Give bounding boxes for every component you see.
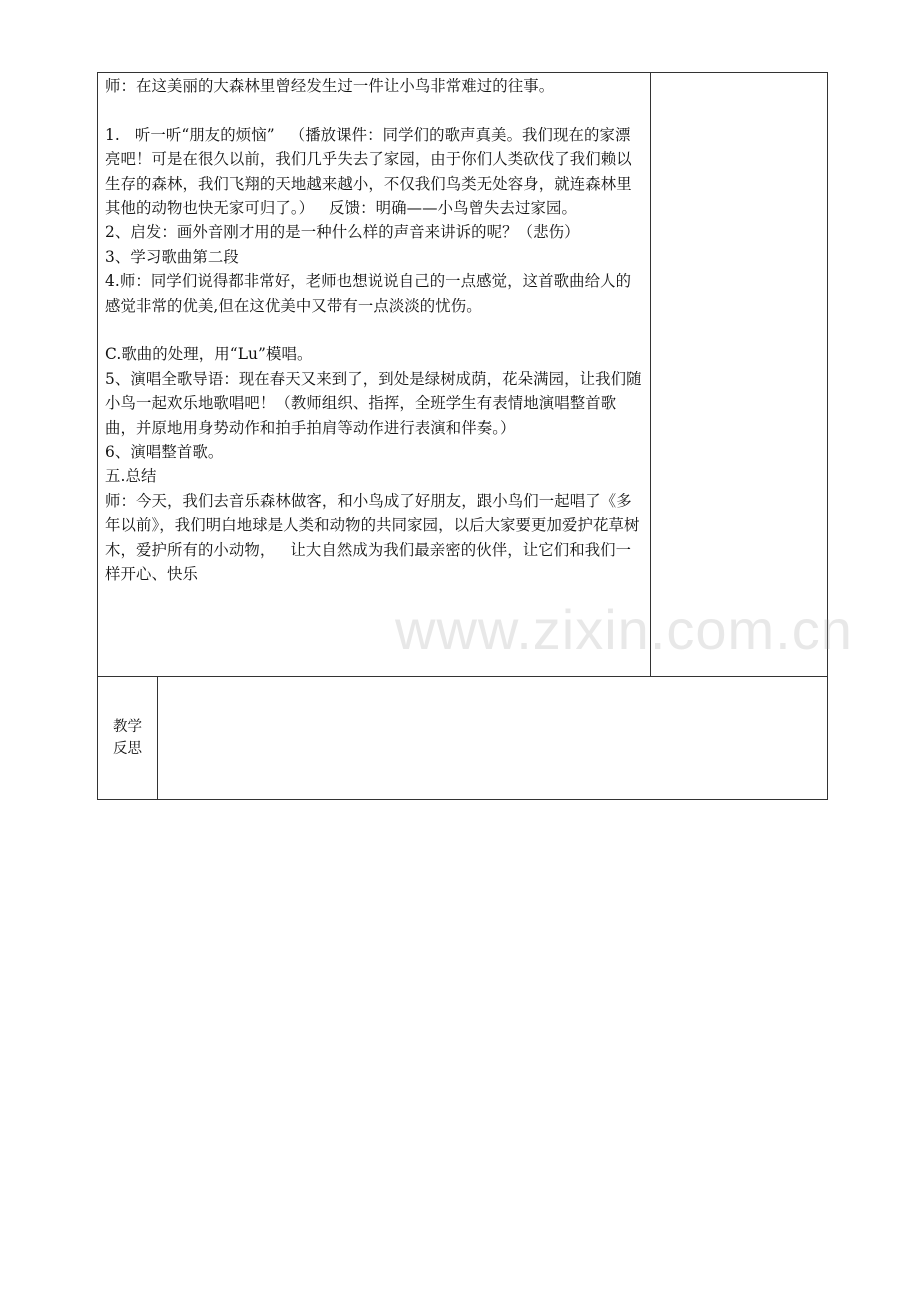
table-row-divider <box>97 676 828 677</box>
lesson-paragraph: 2、启发：画外音刚才用的是一种什么样的声音来讲诉的呢？（悲伤） <box>105 223 580 242</box>
reflection-label-cell <box>98 677 157 799</box>
lesson-paragraph: C.歌曲的处理，用“Lu”模唱。 <box>105 345 313 364</box>
lesson-paragraph: 5、演唱全歌导语：现在春天又来到了，到处是绿树成荫，花朵满园，让我们随小鸟一起欢乐地歌唱吧！（教师组织、指挥，全班学生有表情地演唱整首歌曲，并原地用身势动作和拍手拍肩等动作进行表演和伴奏。） <box>105 369 642 437</box>
lesson-paragraph: 1. 听一听“朋友的烦恼” （播放课件：同学们的歌声真美。我们现在的家漂亮吧！可是在很久以前，我们几乎失去了家园，由于你们人类砍伐了我们赖以生存的森林，我们飞翔的天地越来越小，不仅我们鸟类无处容身，就连森林里其他的动物也快无家可归了。） 反馈：明确——小鸟曾失去过家园。 <box>105 125 632 218</box>
section-heading: 五.总结 <box>105 467 157 486</box>
table-column-divider-label <box>157 676 158 800</box>
lesson-paragraph: 师：在这美丽的大森林里曾经发生过一件让小鸟非常难过的往事。 <box>105 77 555 95</box>
lesson-paragraph: 6、演唱整首歌。 <box>105 443 224 462</box>
watermark: www.zixin.com.cn <box>395 598 853 661</box>
lesson-blank-line <box>105 318 645 342</box>
reflection-label: 教学反思 <box>113 719 142 757</box>
lesson-paragraph: 3、学习歌曲第二段 <box>105 247 239 266</box>
lesson-blank-line <box>105 98 645 122</box>
lesson-content-cell <box>105 74 645 587</box>
lesson-paragraph: 4.师：同学们说得都非常好，老师也想说说自己的一点感觉，这首歌曲给人的感觉非常的优美,但在这优美中又带有一点淡淡的忧伤。 <box>105 272 632 315</box>
lesson-paragraph: 师：今天，我们去音乐森林做客，和小鸟成了好朋友，跟小鸟们一起唱了《多年以前》，我们明白地球是人类和动物的共同家园，以后大家要更加爱护花草树木，爱护所有的小动物， 让大自然成为我们最亲密的伙伴，让它们和我们一样开心、快乐 <box>105 491 640 584</box>
table-column-divider-notes <box>650 72 651 676</box>
